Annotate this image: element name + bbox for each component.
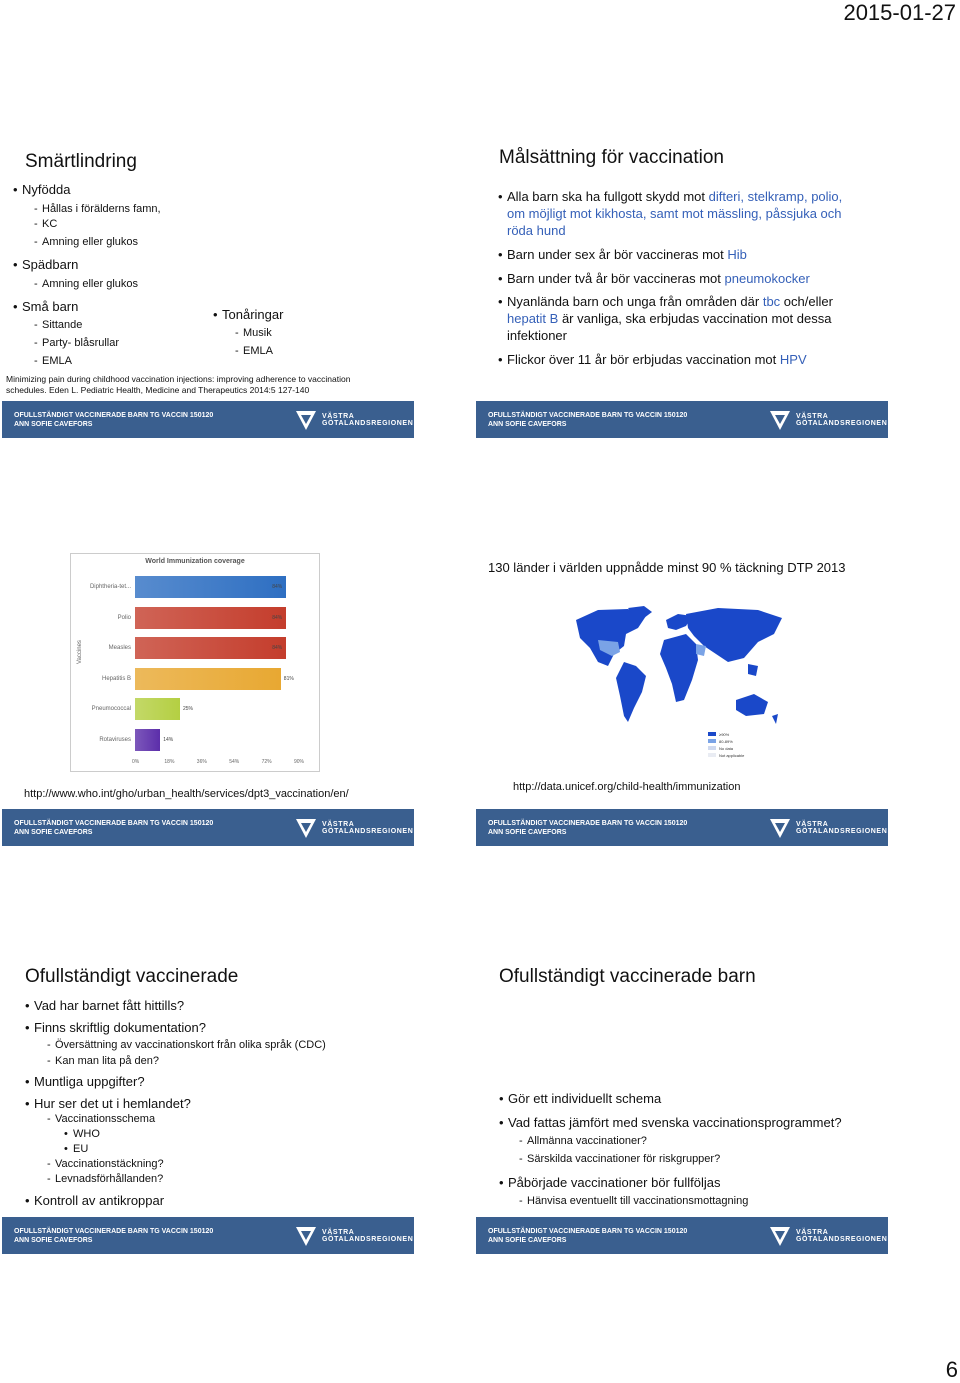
slide-footer — [2, 401, 414, 438]
footer-title: OFULLSTÄNDIGT VACCINERADE BARN TG VACCIN 150120 — [14, 1228, 214, 1235]
sub-who: • WHO — [73, 1127, 100, 1142]
map-title: 130 länder i världen uppnådde minst 90 % täckning DTP 2013 — [488, 560, 846, 575]
vgr-logo — [768, 816, 888, 840]
sub-risk: - Särskilda vaccinationer för riskgrupper? — [527, 1152, 720, 1167]
goal-1-cont: om möjligt mot kikhosta, samt mot mässling, påssjuka och — [507, 206, 842, 221]
footer-author: ANN SOFIE CAVEFORS — [488, 421, 567, 428]
slide-footer — [476, 809, 888, 846]
tbc-highlight: tbc — [762, 294, 781, 309]
bullet-teens: • Tonåringar — [222, 306, 283, 323]
bullet-schedule: • Gör ett individuellt schema — [508, 1090, 661, 1107]
logo-text-2: GÖTALANDSREGIONEN — [796, 828, 888, 835]
sub-breastfeed: - Amning eller glukos — [42, 235, 138, 250]
legend-label: Not applicable — [719, 753, 745, 758]
slide-incompletely-vaccinated-children — [476, 954, 888, 1254]
logo-text-2: GÖTALANDSREGIONEN — [796, 1236, 888, 1243]
header-date: 2015-01-27 — [843, 0, 956, 25]
vgr-emblem-icon — [294, 408, 318, 432]
bullet-homeland: • Hur ser det ut i hemlandet? — [34, 1095, 191, 1112]
chart-bar — [135, 698, 180, 720]
chart-category-label: Measles — [108, 645, 131, 651]
sub-sitting: - Sittande — [42, 318, 82, 333]
sub-eu: • EU — [73, 1142, 88, 1157]
sub-refer: - Hänvisa eventuellt till vaccinationsmottagning — [527, 1194, 748, 1209]
logo-text-2: GÖTALANDSREGIONEN — [322, 420, 414, 427]
footer-author: ANN SOFIE CAVEFORS — [14, 829, 93, 836]
logo-text-2: GÖTALANDSREGIONEN — [322, 828, 414, 835]
vgr-logo — [294, 1224, 414, 1248]
slide-footer — [476, 401, 888, 438]
vgr-emblem-icon — [768, 816, 792, 840]
chart-x-tick: 0% — [132, 759, 140, 765]
slide-title: Ofullständigt vaccinerade barn — [499, 966, 756, 987]
bullet-goal-1 — [507, 188, 842, 205]
slide-title: Målsättning för vaccination — [499, 147, 724, 168]
text: Alla barn ska ha fullgott skydd mot — [507, 189, 709, 204]
vgr-logo — [294, 816, 414, 840]
logo-text-1: VÄSTRA — [796, 413, 829, 420]
reference-line-1: Minimizing pain during childhood vaccination injections: improving adherence to vaccination — [6, 374, 351, 384]
chart-value-label: 84% — [272, 614, 283, 621]
sub-emla: - EMLA — [42, 354, 72, 369]
sub-hold-kc: - KC — [42, 217, 57, 232]
chart-x-tick: 72% — [261, 759, 272, 765]
logo-text-2: GÖTALANDSREGIONEN — [322, 1236, 414, 1243]
legend-label: No data — [719, 746, 734, 751]
page-number: 6 — [945, 1357, 958, 1382]
bullet-goal-3 — [507, 270, 810, 287]
footer-author: ANN SOFIE CAVEFORS — [14, 421, 93, 428]
chart-bar — [135, 607, 286, 629]
sub-emla-2: - EMLA — [243, 344, 273, 359]
slide-title: Ofullständigt vaccinerade — [25, 966, 239, 987]
goal-1-cont-2: röda hund — [507, 223, 566, 238]
sub-party: - Party- blåsrullar — [42, 336, 119, 351]
footer-title: OFULLSTÄNDIGT VACCINERADE BARN TG VACCIN 150120 — [14, 820, 214, 827]
chart-x-tick: 90% — [294, 759, 305, 765]
chart-value-label: 84% — [272, 645, 283, 651]
text: Barn under sex år bör vaccineras mot — [507, 247, 728, 262]
source-url[interactable]: http://data.unicef.org/child-health/immunization — [513, 781, 741, 793]
pneumococcal-highlight: pneumokocker — [724, 271, 810, 286]
goal-4-cont-2: infektioner — [507, 328, 567, 343]
chart-value-label: 14% — [163, 736, 174, 743]
vgr-logo — [294, 408, 414, 432]
hepatitis-highlight: hepatit B — [507, 311, 559, 326]
bullet-goal-5 — [507, 351, 807, 368]
footer-author: ANN SOFIE CAVEFORS — [488, 829, 567, 836]
text: och/eller — [780, 294, 833, 309]
bullet-goal-2 — [507, 246, 747, 263]
immunization-coverage-chart — [70, 553, 320, 772]
chart-x-tick: 54% — [229, 759, 240, 765]
bullet-infant: • Spädbarn — [22, 256, 78, 273]
chart-bar — [135, 729, 160, 751]
vgr-emblem-icon — [768, 408, 792, 432]
bullet-antibodies: • Kontroll av antikroppar — [34, 1192, 164, 1209]
sub-translation: - Översättning av vaccinationskort från olika språk (CDC) — [55, 1038, 326, 1053]
sub-coverage: - Vaccinationstäckning? — [55, 1157, 164, 1172]
slide-vaccination-goals — [476, 138, 888, 438]
reference-line-2: schedules. Eden L. Pediatric Health, Medicine and Therapeutics 2014:5 127-140 — [6, 385, 310, 395]
chart-category-label: Rotaviruses — [99, 736, 131, 743]
vgr-emblem-icon — [294, 816, 318, 840]
map-legend — [708, 732, 745, 758]
legend-label: 80-89% — [719, 739, 733, 744]
chart-title: World Immunization coverage — [145, 558, 245, 565]
bullet-received: • Vad har barnet fått hittills? — [34, 997, 184, 1014]
footer-title: OFULLSTÄNDIGT VACCINERADE BARN TG VACCIN 150120 — [488, 820, 688, 827]
text: är vanliga, ska erbjudas vaccination mot dessa — [558, 311, 832, 326]
world-coverage-map — [568, 604, 793, 769]
bullet-documentation: • Finns skriftlig dokumentation? — [34, 1019, 206, 1036]
chart-x-tick: 18% — [164, 759, 175, 765]
sub-hold: - Hållas i förälderns famn, — [42, 202, 161, 217]
chart-category-label: Hepatitis B — [101, 675, 131, 682]
chart-bar — [135, 668, 281, 690]
chart-value-label: 25% — [183, 706, 194, 712]
slide-pain-relief — [2, 138, 414, 438]
goal-4-cont — [507, 310, 831, 327]
logo-text-1: VÄSTRA — [322, 413, 355, 420]
hpv-highlight: HPV — [779, 352, 807, 367]
vgr-emblem-icon — [294, 1224, 318, 1248]
bullet-missing: • Vad fattas jämfört med svenska vaccinationsprogrammet? — [508, 1114, 842, 1131]
chart-category-label: Diphtheria-tet... — [89, 584, 131, 590]
chart-bar — [135, 637, 286, 659]
footer-title: OFULLSTÄNDIGT VACCINERADE BARN TG VACCIN 150120 — [488, 412, 688, 419]
chart-value-label: 81% — [283, 675, 294, 682]
legend-label: ≥90% — [719, 732, 730, 737]
sub-living: - Levnadsförhållanden? — [55, 1172, 163, 1187]
sub-trust: - Kan man lita på den? — [55, 1054, 159, 1069]
slide-world-map — [476, 546, 888, 846]
sub-breastfeed-2: - Amning eller glukos — [42, 277, 138, 292]
slide-incompletely-vaccinated — [2, 954, 414, 1254]
footer-title: OFULLSTÄNDIGT VACCINERADE BARN TG VACCIN 150120 — [488, 1228, 688, 1235]
vgr-logo — [768, 1224, 888, 1248]
chart-category-label: Polio — [117, 614, 131, 621]
sub-schedule: - Vaccinationsschema — [55, 1112, 155, 1127]
bullet-oral: • Muntliga uppgifter? — [34, 1073, 145, 1090]
chart-x-tick: 36% — [196, 759, 207, 765]
footer-author: ANN SOFIE CAVEFORS — [488, 1237, 567, 1244]
sub-music: - Musik — [243, 326, 272, 341]
bullet-complete: • Påbörjade vaccinationer bör fullföljas — [508, 1174, 720, 1191]
logo-text-1: VÄSTRA — [322, 1229, 355, 1236]
text: Barn under två år bör vaccineras mot — [507, 271, 725, 286]
diseases-highlight: difteri, stelkramp, polio, — [708, 189, 843, 204]
logo-text-2: GÖTALANDSREGIONEN — [796, 420, 888, 427]
sub-general: - Allmänna vaccinationer? — [527, 1134, 647, 1149]
vgr-emblem-icon — [768, 1224, 792, 1248]
bullet-goal-4 — [507, 293, 833, 310]
slide-title: Smärtlindring — [25, 151, 137, 172]
logo-text-1: VÄSTRA — [796, 1229, 829, 1236]
hib-highlight: Hib — [727, 247, 747, 262]
chart-y-axis-label: Vaccines — [77, 640, 83, 664]
chart-value-label: 84% — [272, 584, 283, 590]
chart-category-label: Pneumococcal — [91, 706, 131, 712]
slide-footer — [2, 809, 414, 846]
logo-text-1: VÄSTRA — [322, 821, 355, 828]
vgr-logo — [768, 408, 888, 432]
footer-title: OFULLSTÄNDIGT VACCINERADE BARN TG VACCIN 150120 — [14, 412, 214, 419]
footer-author: ANN SOFIE CAVEFORS — [14, 1237, 93, 1244]
bullet-small-children: • Små barn — [22, 298, 78, 315]
logo-text-1: VÄSTRA — [796, 821, 829, 828]
chart-bar — [135, 576, 286, 598]
slide-footer — [2, 1217, 414, 1254]
bullet-newborn: • Nyfödda — [22, 181, 70, 198]
slide-footer — [476, 1217, 888, 1254]
source-url[interactable]: http://www.who.int/gho/urban_health/services/dpt3_vaccination/en/ — [24, 788, 349, 800]
text: Flickor över 11 år bör erbjudas vaccination mot — [507, 352, 780, 367]
text: Nyanlända barn och unga från områden där — [507, 294, 763, 309]
